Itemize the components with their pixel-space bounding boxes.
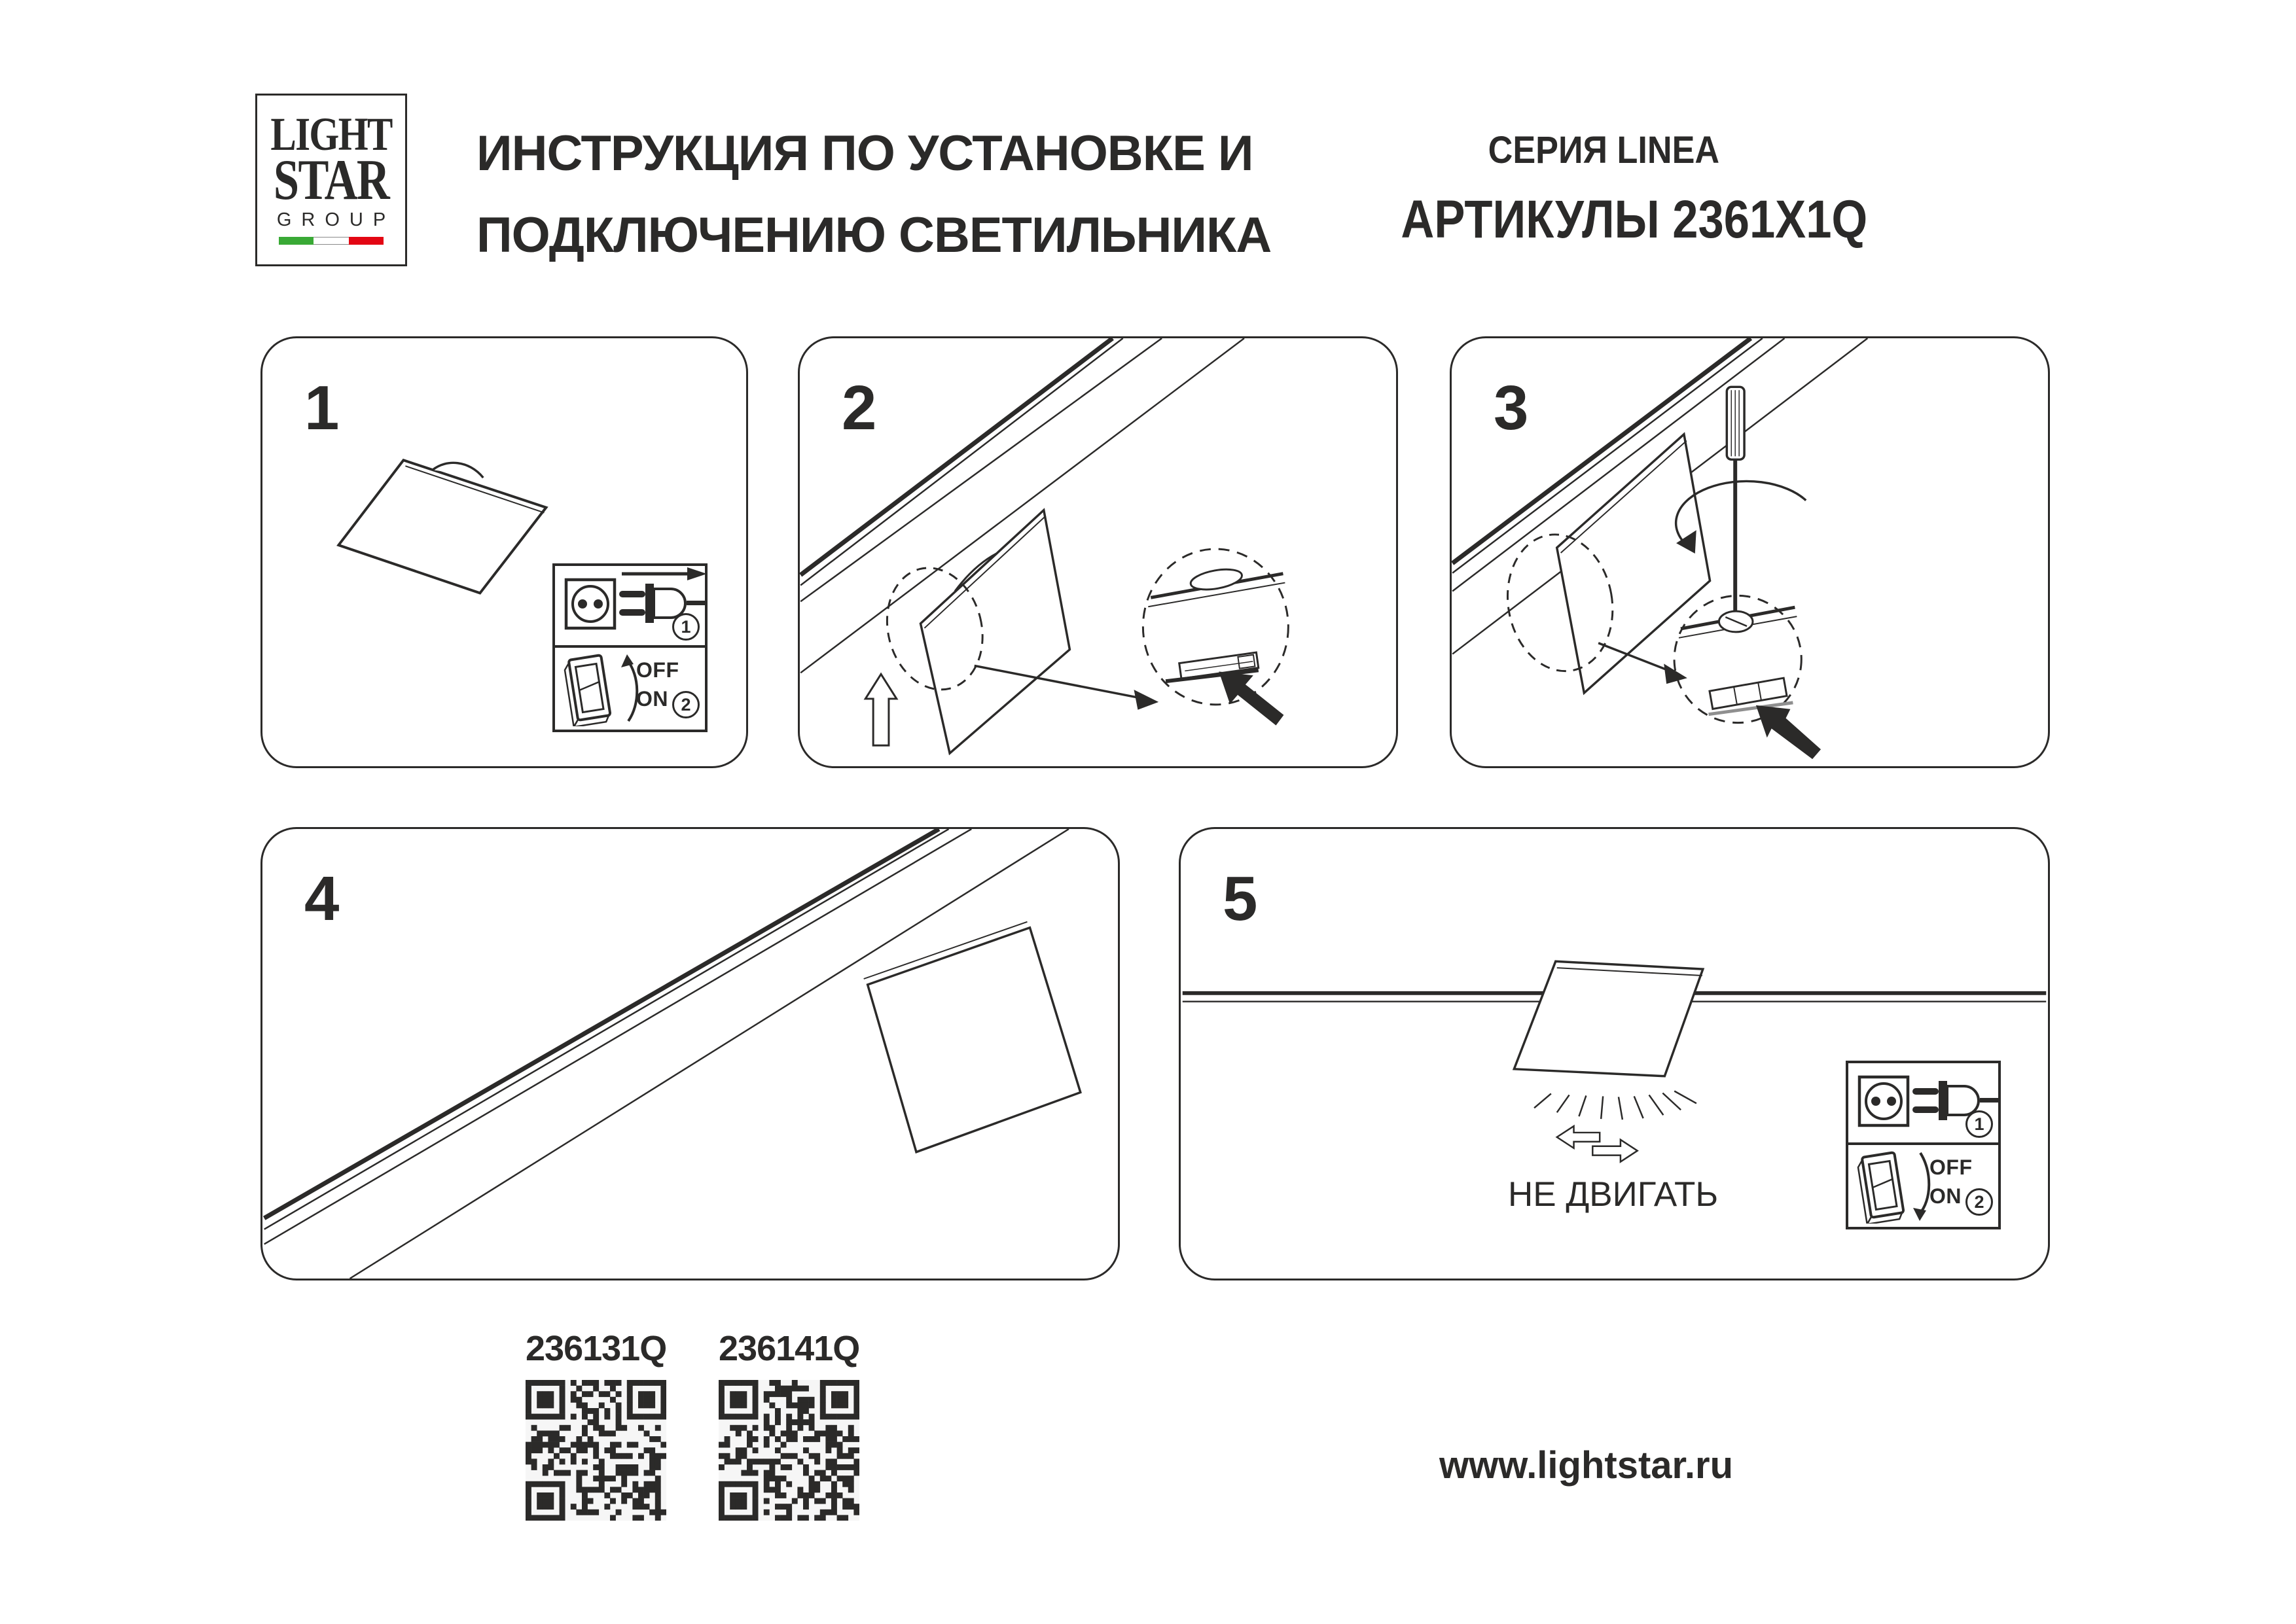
light-rays xyxy=(1534,1091,1696,1120)
track-drawing xyxy=(264,829,1069,1279)
move-left-arrow-icon xyxy=(1557,1126,1600,1148)
push-arrow-icon xyxy=(1756,705,1821,759)
step-number-2: 2 xyxy=(842,373,877,443)
step-circle-2: 2 xyxy=(672,691,700,718)
power-socket-icon xyxy=(1857,1075,1910,1127)
step-3-panel xyxy=(1450,336,2050,768)
on-label: ON xyxy=(636,687,668,711)
qr-code-pattern xyxy=(526,1380,666,1521)
step-2-illustration xyxy=(800,338,1396,766)
power-legend xyxy=(1846,1061,2001,1229)
on-label: ON xyxy=(1929,1184,1962,1208)
off-label: OFF xyxy=(636,658,679,682)
rotate-arrow-icon xyxy=(1676,481,1806,554)
title-line-1: ИНСТРУКЦИЯ ПО УСТАНОВКЕ И xyxy=(476,126,1253,181)
switch-on-step xyxy=(1848,1145,1998,1227)
qr-code xyxy=(526,1380,666,1521)
arrow-right-icon xyxy=(619,566,708,582)
step-number-3: 3 xyxy=(1494,373,1529,443)
lamp-panel-drawing xyxy=(920,510,1069,754)
plug-in-step xyxy=(1848,1063,1998,1145)
screwdriver-drawing xyxy=(1727,387,1744,614)
logo-word-star: STAR xyxy=(273,149,389,212)
articles-code: АРТИКУЛЫ 2361X1Q xyxy=(1401,190,1868,249)
zoom-callout-arrow xyxy=(1598,643,1687,684)
step-number-4: 4 xyxy=(304,864,340,934)
attachment-dashed-circle xyxy=(874,557,995,699)
qr-code xyxy=(719,1380,859,1521)
magnified-view xyxy=(1143,549,1288,726)
lift-up-arrow-icon xyxy=(865,674,897,745)
qr-label: 236141Q xyxy=(719,1329,860,1368)
lamp-panel-drawing xyxy=(1557,434,1710,693)
do-not-move-caption: НЕ ДВИГАТЬ xyxy=(1508,1175,1719,1214)
switch-on-step xyxy=(555,648,705,730)
series-name: СЕРИЯ LINEA xyxy=(1488,129,1719,171)
lamp-panel-drawing xyxy=(864,922,1081,1152)
switch-icon xyxy=(1856,1149,1914,1224)
track-drawing xyxy=(1183,993,2046,1002)
website-url: www.lightstar.ru xyxy=(1439,1444,1734,1487)
qr-column-1 xyxy=(526,1328,666,1521)
flag-white xyxy=(314,237,348,245)
step-circle-1: 1 xyxy=(1965,1110,1993,1138)
lamp-panel-drawing xyxy=(338,460,546,593)
power-legend xyxy=(552,563,708,732)
step-1-panel xyxy=(260,336,748,768)
flag-red xyxy=(349,237,384,245)
series-block xyxy=(1368,128,1868,251)
qr-label: 236131Q xyxy=(526,1329,667,1368)
step-2-panel xyxy=(798,336,1398,768)
step-3-illustration xyxy=(1452,338,2048,766)
qr-column-2 xyxy=(719,1328,859,1521)
lamp-panel-drawing xyxy=(1514,961,1702,1076)
logo-word-light: LIGHT xyxy=(270,108,392,160)
step-circle-1: 1 xyxy=(672,613,700,641)
attachment-dashed-circle xyxy=(1497,526,1623,679)
off-label: OFF xyxy=(1929,1156,1973,1179)
page-title xyxy=(476,113,1271,276)
step-4-illustration xyxy=(262,829,1118,1279)
plug-in-step xyxy=(555,566,705,648)
step-5-panel xyxy=(1179,827,2050,1280)
step-number-5: 5 xyxy=(1223,864,1258,934)
magnified-view xyxy=(1674,595,1821,759)
step-circle-2: 2 xyxy=(1965,1188,1993,1216)
qr-code-pattern xyxy=(719,1380,859,1521)
switch-icon xyxy=(563,652,620,726)
italian-flag-stripe xyxy=(279,237,384,245)
lightstar-logo xyxy=(255,94,407,266)
step-number-1: 1 xyxy=(304,373,340,443)
title-line-2: ПОДКЛЮЧЕНИЮ СВЕТИЛЬНИКА xyxy=(476,207,1272,263)
zoom-callout-arrow xyxy=(975,665,1158,709)
step-4-panel xyxy=(260,827,1120,1280)
move-right-arrow-icon xyxy=(1592,1140,1637,1162)
logo-word-group: GROUP xyxy=(276,209,396,230)
power-socket-icon xyxy=(564,578,617,630)
flag-green xyxy=(279,237,314,245)
push-arrow-icon xyxy=(1219,671,1283,725)
